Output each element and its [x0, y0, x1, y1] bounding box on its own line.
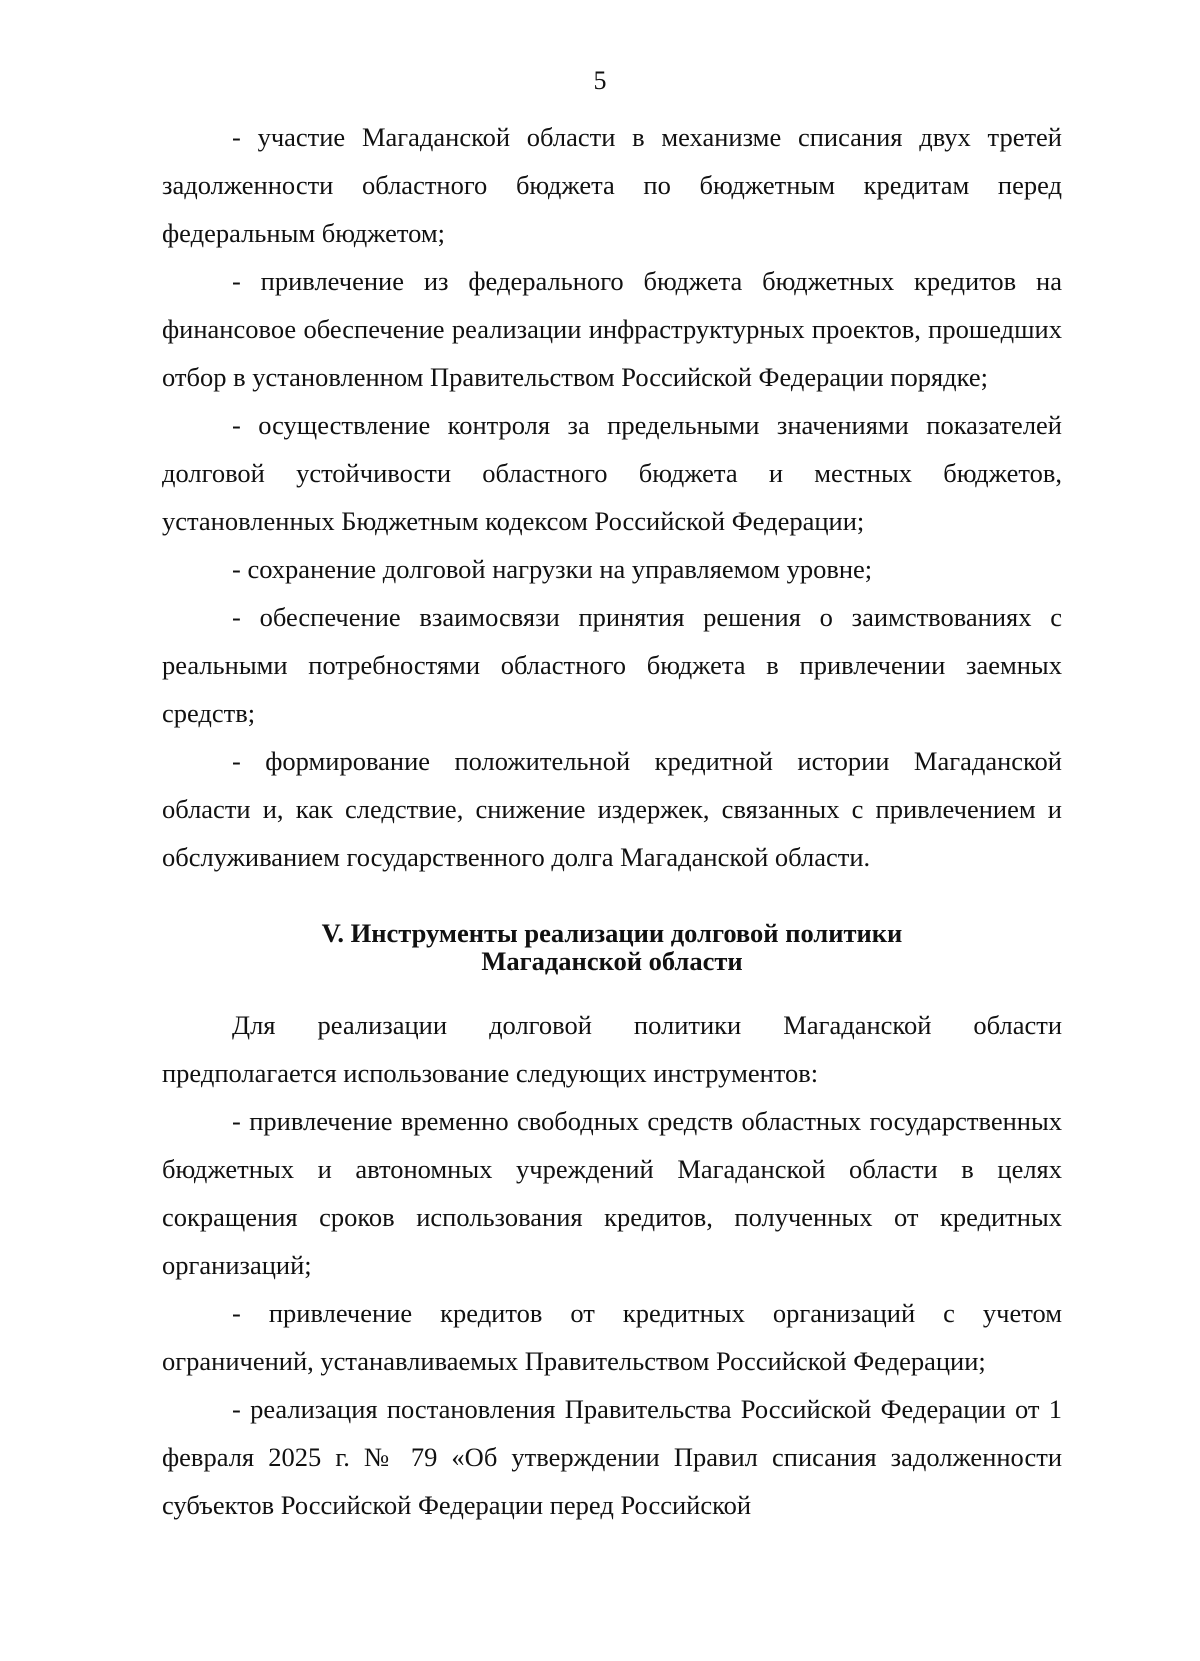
document-body [162, 113, 1062, 1529]
list-item-debt-control: - осуществление контроля за предельными значениями показателей долговой устойчивости областного бюджета и местных бюджетов, установленных Бюджетным кодексом Российской Федерации; [162, 410, 1062, 536]
intro-paragraph: Для реализации долговой политики Магаданской области предполагается использование следующих инструментов: [162, 1010, 1062, 1088]
list-item-bank-credits: - привлечение кредитов от кредитных организаций с учетом ограничений, устанавливаемых Правительством Российской Федерации; [162, 1298, 1062, 1376]
list-item-borrowing-link: - обеспечение взаимосвязи принятия решения о заимствованиях с реальными потребностями областного бюджета в привлечении заемных средств; [162, 602, 1062, 728]
section-heading [162, 919, 1062, 975]
list-item-debt-write-off: - участие Магаданской области в механизме списания двух третей задолженности областного бюджета по бюджетным кредитам перед федеральным бюджетом; [162, 122, 1062, 248]
list-item-federal-credits: - привлечение из федерального бюджета бюджетных кредитов на финансовое обеспечение реализации инфраструктурных проектов, прошедших отбор в установленном Правительством Российской Федерации порядке; [162, 266, 1062, 392]
page-number: 5 [593, 66, 607, 95]
list-item-temporary-funds: - привлечение временно свободных средств областных государственных бюджетных и автономных учреждений Магаданской области в целях сокращения сроков использования кредитов, полученных от кредитных организаций; [162, 1106, 1062, 1280]
list-item-debt-load: - сохранение долговой нагрузки на управляемом уровне; [232, 554, 873, 584]
list-item-resolution: - реализация постановления Правительства Российской Федерации от 1 февраля 2025 г. № 79 «Об утверждении Правил списания задолженности субъектов Российской Федерации перед Российской [162, 1394, 1062, 1520]
section-heading-line-1: V. Инструменты реализации долговой политики [321, 918, 903, 948]
list-item-credit-history: - формирование положительной кредитной истории Магаданской области и, как следствие, снижение издержек, связанных с привлечением и обслуживанием государственного долга Магаданской области. [162, 746, 1062, 872]
section-heading-line-2: Магаданской области [481, 946, 743, 976]
